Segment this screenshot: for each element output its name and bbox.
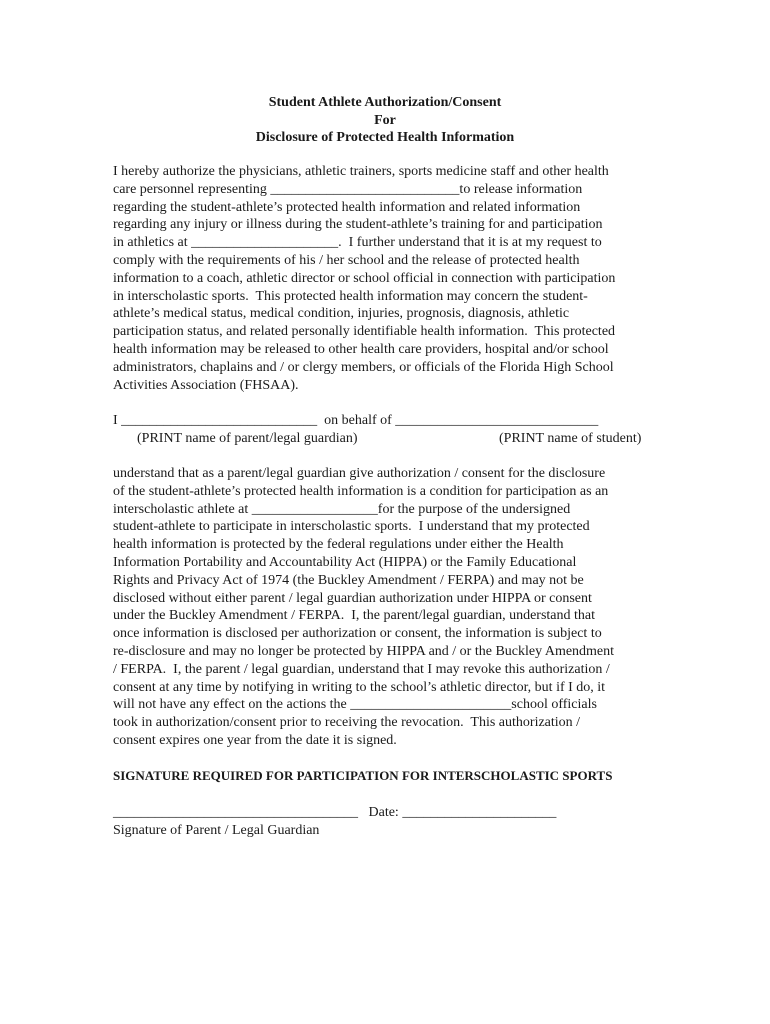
paragraph-line: of the student-athlete’s protected health information is a condition for participation as an	[113, 483, 609, 499]
paragraph-line: regarding the student-athlete’s protected health information and related information	[113, 199, 581, 215]
paragraph-line: athlete’s medical status, medical condition, injuries, prognosis, diagnosis, athletic	[113, 306, 570, 322]
paragraph-line: information to a coach, athletic director or school official in connection with participation	[113, 270, 616, 286]
signature-block	[113, 804, 556, 840]
names-fill-line: I ____________________________ on behalf of _____________________________	[113, 413, 599, 428]
paragraph-line: consent expires one year from the date it is signed.	[113, 732, 397, 748]
document-title	[0, 94, 770, 147]
understanding-paragraph	[113, 465, 673, 750]
paragraph-line: in interscholastic sports. This protected health information may concern the student-	[113, 288, 588, 304]
paragraph-line: I hereby authorize the physicians, athletic trainers, sports medicine staff and other health	[113, 164, 609, 179]
paragraph-line: interscholastic athlete at __________________for the purpose of the undersigned	[113, 501, 571, 517]
paragraph-line: health information may be released to other health care providers, hospital and/or school	[113, 341, 609, 357]
paragraph-line: participation status, and related personally identifiable health information. This protected	[113, 324, 616, 340]
paragraph-line: administrators, chaplains and / or clergy members, or officials of the Florida High School	[113, 359, 614, 375]
paragraph-line: consent at any time by notifying in writing to the school’s athletic director, but if I do, it	[113, 679, 606, 695]
signature-heading: SIGNATURE REQUIRED FOR PARTICIPATION FOR INTERSCHOLASTIC SPORTS	[113, 768, 613, 783]
paragraph-line: re-disclosure and may no longer be protected by HIPPA and / or the Buckley Amendment	[113, 643, 615, 659]
parent-name-caption: (PRINT name of parent/legal guardian)	[137, 430, 358, 446]
paragraph-line: health information is protected by the federal regulations under either the Health	[113, 537, 564, 553]
paragraph-line: comply with the requirements of his / her school and the release of protected health	[113, 252, 580, 268]
paragraph-line: Activities Association (FHSAA).	[113, 377, 299, 393]
paragraph-line: took in authorization/consent prior to receiving the revocation. This authorization /	[113, 715, 581, 731]
names-captions	[113, 430, 673, 448]
paragraph-line: will not have any effect on the actions the _______________________school officials	[113, 697, 597, 713]
authorization-paragraph	[113, 163, 673, 394]
paragraph-line: regarding any injury or illness during the student-athlete’s training for and participation	[113, 217, 603, 233]
student-name-caption: (PRINT name of student)	[499, 430, 642, 446]
paragraph-line: / FERPA. I, the parent / legal guardian, understand that I may revoke this authorization /	[113, 661, 610, 677]
paragraph-line: in athletics at _____________________. I further understand that it is at my request to	[113, 235, 602, 251]
paragraph-line: under the Buckley Amendment / FERPA. I, the parent/legal guardian, understand that	[113, 608, 595, 624]
paragraph-line: care personnel representing ___________________________to release information	[113, 181, 583, 197]
title-line: For	[374, 112, 396, 128]
title-line: Student Athlete Authorization/Consent	[268, 95, 502, 110]
paragraph-line: Rights and Privacy Act of 1974 (the Buckley Amendment / FERPA) and may not be	[113, 572, 584, 588]
signature-date-line: ___________________________________ Date: ______________________	[113, 805, 557, 820]
paragraph-line: disclosed without either parent / legal guardian authorization under HIPPA or consent	[113, 590, 592, 606]
paragraph-line: once information is disclosed per authorization or consent, the information is subject to	[113, 626, 602, 642]
paragraph-line: Information Portability and Accountability Act (HIPPA) or the Family Educational	[113, 554, 577, 570]
signature-caption: Signature of Parent / Legal Guardian	[113, 823, 320, 838]
names-block	[113, 412, 673, 448]
title-line: Disclosure of Protected Health Information	[255, 130, 515, 145]
paragraph-line: student-athlete to participate in interscholastic sports. I understand that my protected	[113, 519, 590, 535]
paragraph-line: understand that as a parent/legal guardian give authorization / consent for the disclosure	[113, 466, 606, 481]
